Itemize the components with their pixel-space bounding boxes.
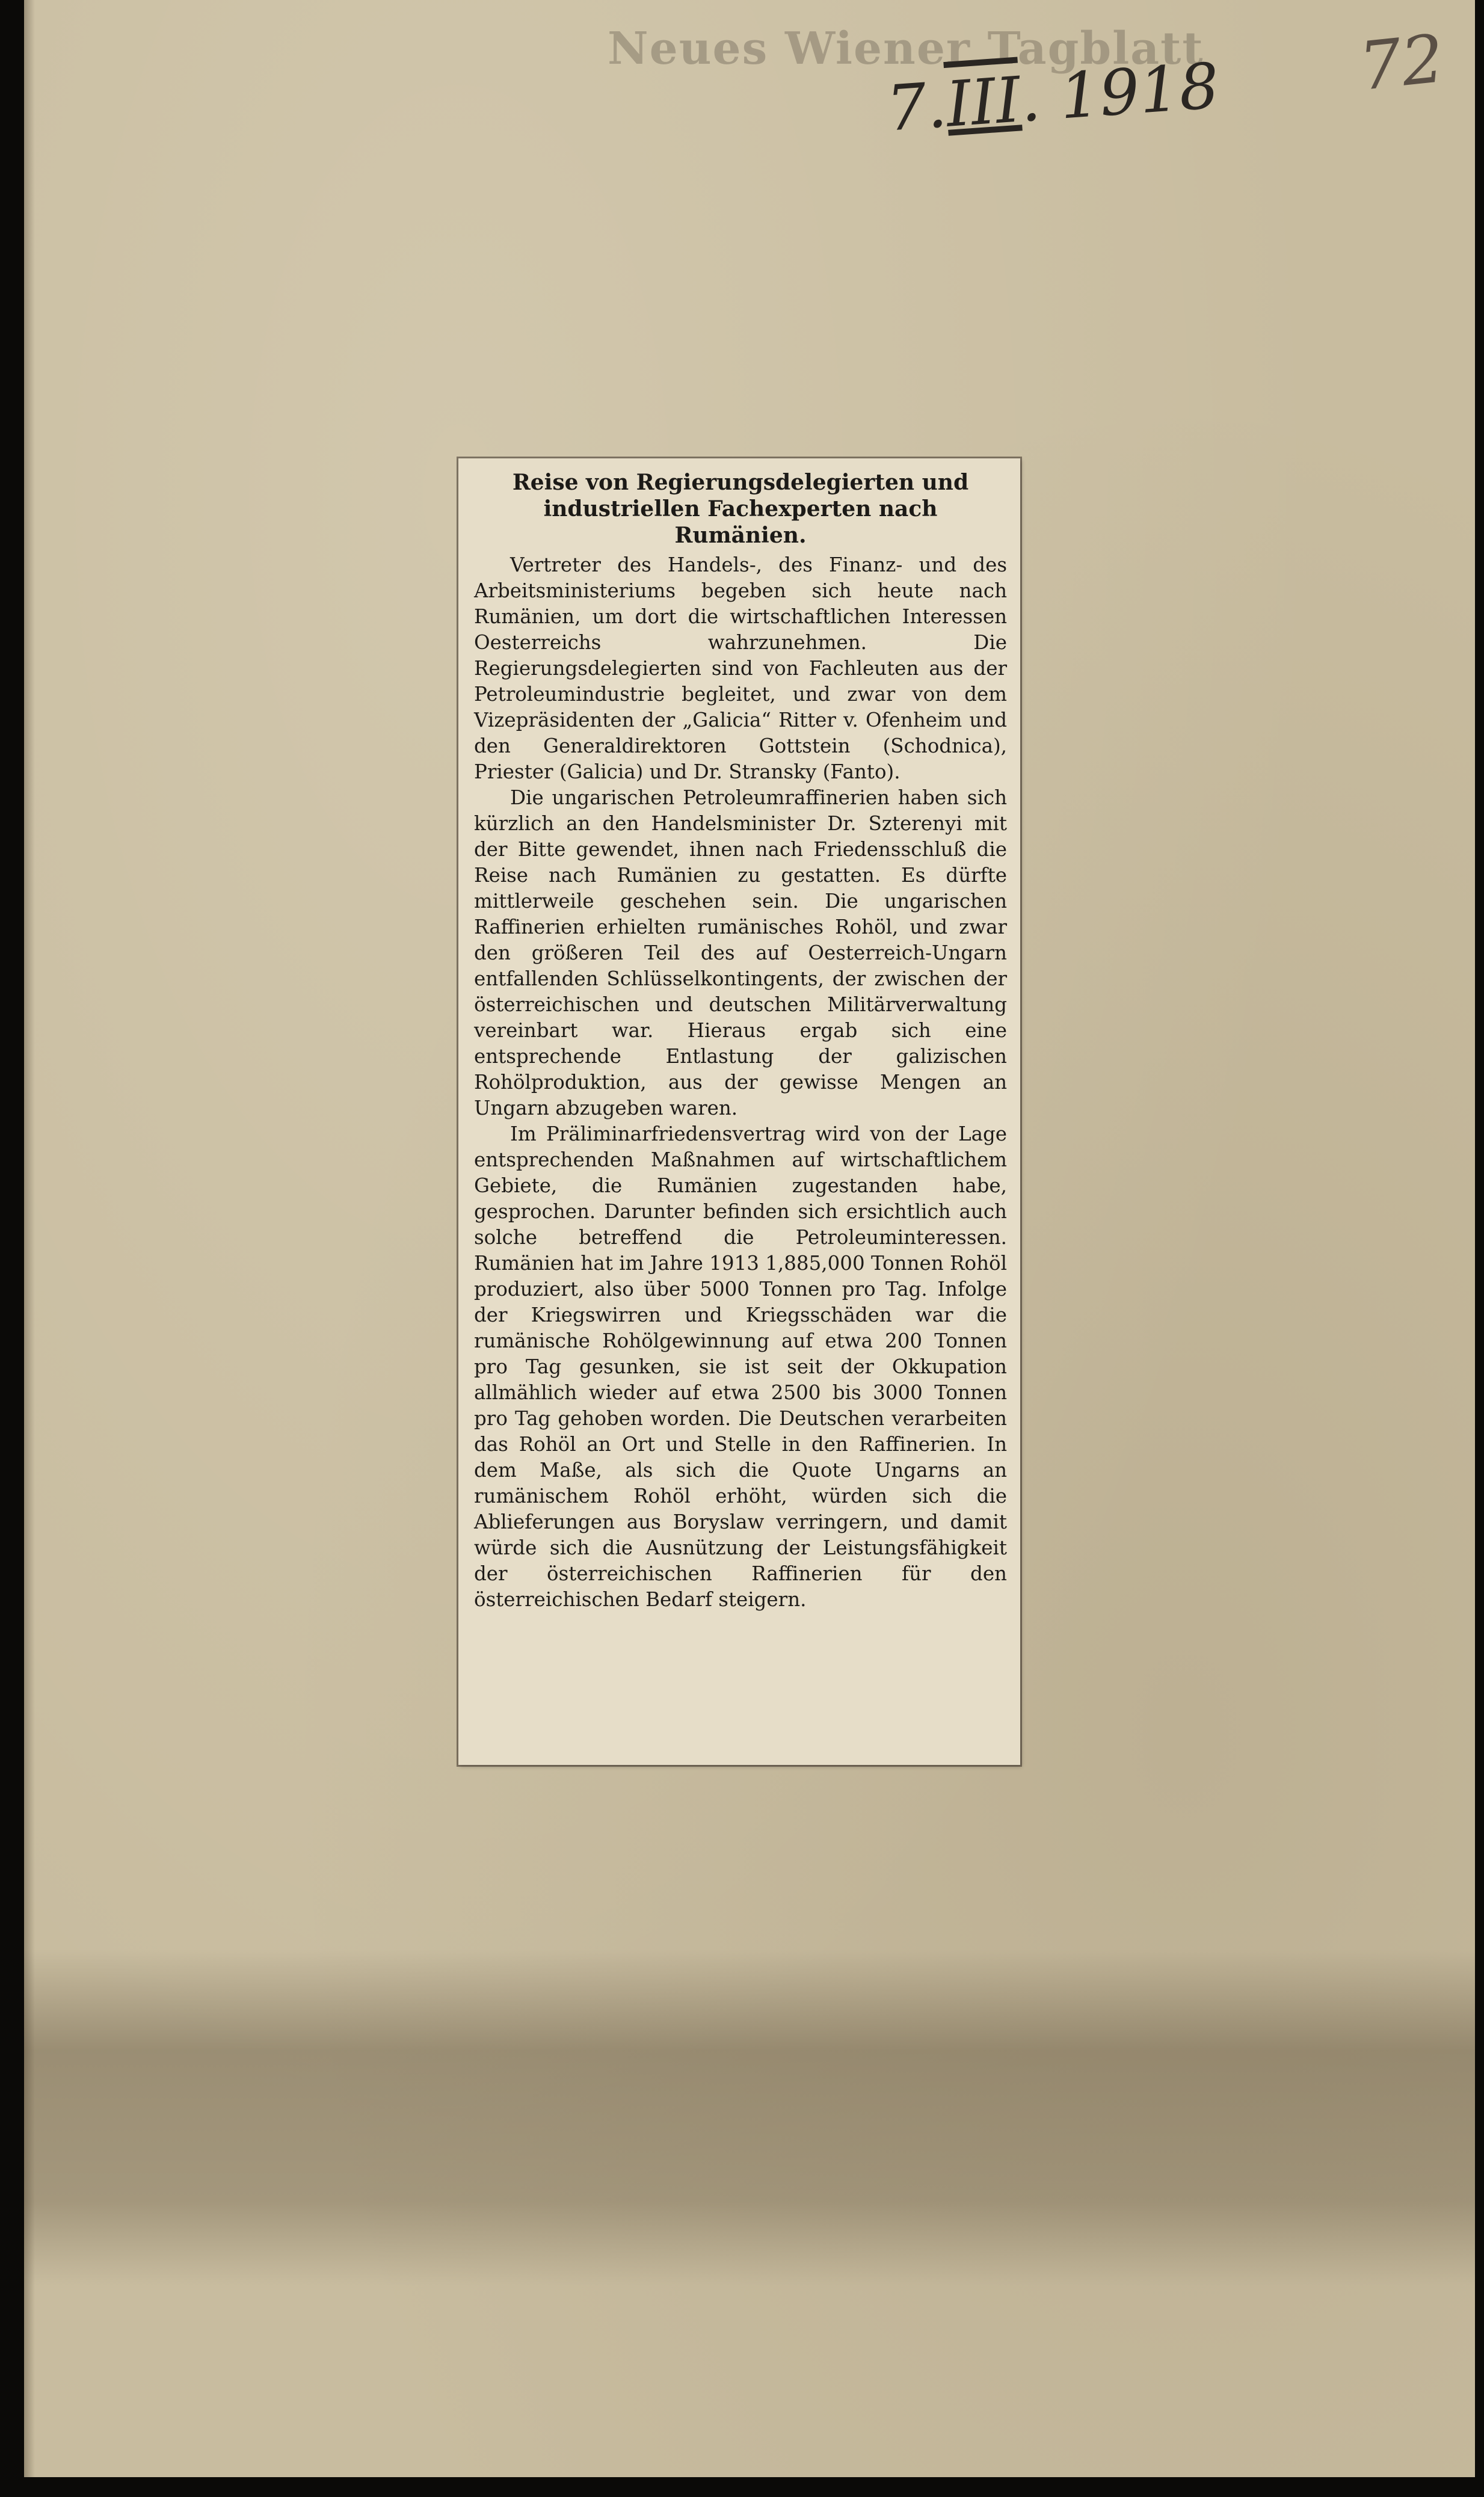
article-paragraph-1: Vertreter des Handels-, des Finanz- und des Arbeitsministeriums begeben sich heute nach Rumänien, um dort die wirtschaftlichen Interessen Oesterreichs wahrzunehmen. Die Regierungsdelegierten sind von Fachleuten aus der Petroleumindustrie begleitet, und zwar von dem Vizepräsidenten der „Galicia“ Ritter v. Ofenheim und den Generaldirektoren Gottstein (Schodnica), Priester (Galicia) und Dr. Stransky (Fanto). — [474, 553, 1007, 783]
fold-shadow — [24, 1949, 1475, 2286]
folio-number: 72 — [1355, 20, 1448, 105]
article-title: Reise von Regierungsdelegierten und industriellen Fachexperten nach Rumänien. — [512, 470, 969, 548]
newspaper-clipping — [458, 458, 1020, 1765]
date-year: . 1918 — [1017, 49, 1222, 137]
date-day: 7. — [884, 68, 949, 146]
date-month: III — [943, 63, 1023, 141]
article-paragraph-3: Im Präliminarfriedensvertrag wird von der Lage entsprechenden Maßnahmen auf wirtschaftlichem Gebiete, die Rumänien zugestanden habe, gesprochen. Darunter befinden sich ersichtlich auch solche betreffend die Petroleuminteressen. Rumänien hat im Jahre 1913 1,885,000 Tonnen Rohöl produziert, also über 5000 Tonnen pro Tag. Infolge der Kriegswirren und Kriegsschäden war die rumänische Rohölgewinnung auf etwa 200 Tonnen pro Tag gesunken, sie ist seit der Okkupation allmählich wieder auf etwa 2500 bis 3000 Tonnen pro Tag gehoben worden. Die Deutschen verarbeiten das Rohöl an Ort und Stelle in den Raffinerien. In dem Maße, als sich die Quote Ungarns an rumänischem Rohöl erhöht, würden sich die Ablieferungen aus Boryslaw verringern, und damit würde sich die Ausnützung der Leistungsfähigkeit der österreichischen Raffinerien für den österreichischen Bedarf steigern. — [474, 1122, 1007, 1611]
newspaper-masthead-stamp: Neues Wiener Tagblatt — [608, 23, 1204, 75]
article-body — [474, 552, 1007, 1613]
article-paragraph-2: Die ungarischen Petroleumraffinerien haben sich kürzlich an den Handelsminister Dr. Szterenyi mit der Bitte gewendet, ihnen nach Friedensschluß die Reise nach Rumänien zu gestatten. Es dürfte mittlerweile geschehen sein. Die ungarischen Raffinerien erhielten rumänisches Rohöl, und zwar den größeren Teil des auf Oesterreich-Ungarn entfallenden Schlüsselkontingents, der zwischen der österreichischen und deutschen Militärverwaltung vereinbart war. Hieraus ergab sich eine entsprechende Entlastung der galizischen Rohölproduktion, aus der gewisse Mengen an Ungarn abzugeben waren. — [474, 786, 1007, 1119]
